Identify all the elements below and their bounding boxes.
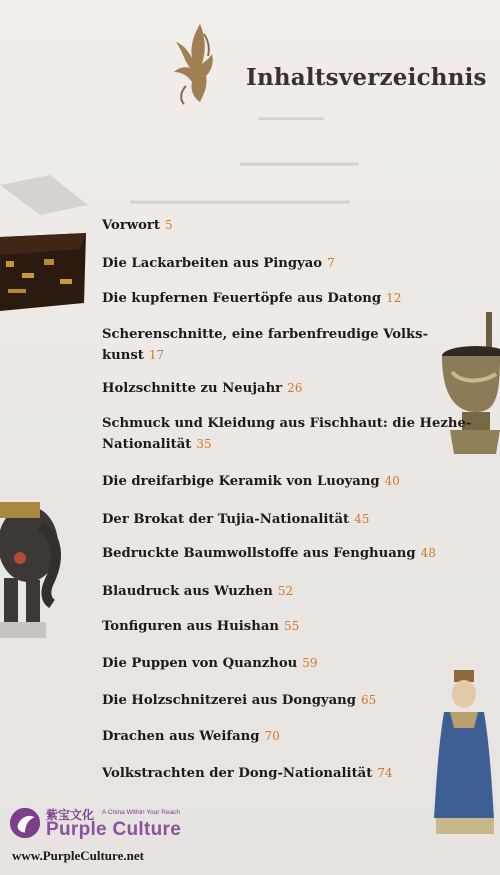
toc-entry-feuertoepfe[interactable] xyxy=(102,288,401,309)
toc-entry-lackarbeiten[interactable] xyxy=(102,253,335,274)
toc-entry-page: 17 xyxy=(148,348,165,362)
phoenix-crest-icon xyxy=(170,20,222,106)
toc-entry-title: Schmuck und Kleidung aus Fischhaut: die Hezhe- xyxy=(102,416,472,431)
toc-entry-page: 74 xyxy=(377,766,393,780)
toc-entry-page: 7 xyxy=(327,256,335,270)
toc-entry-scherenschnitte[interactable] xyxy=(102,325,428,366)
toc-entry-title: Volkstrachten der Dong-Nationalität xyxy=(102,766,373,781)
ghost-text: ▂▂▂▂▂▂▂▂▂▂▂▂▂▂ xyxy=(240,153,359,166)
toc-entry-title: Der Brokat der Tujia-Nationalität xyxy=(102,512,350,527)
toc-entry-title: Holzschnitte zu Neujahr xyxy=(102,381,283,396)
elephant-figurine-image xyxy=(0,496,70,646)
toc-entry-drachen[interactable] xyxy=(102,726,280,747)
lacquer-box-image xyxy=(0,175,88,335)
toc-entry-title-cont: Nationalität xyxy=(102,437,192,452)
watermark-url[interactable]: www.PurpleCulture.net xyxy=(12,848,144,863)
toc-entry-title: Drachen aus Weifang xyxy=(102,729,260,744)
page-title: Inhaltsverzeichnis xyxy=(246,64,487,91)
toc-entry-title: Die Holzschnitzerei aus Dongyang xyxy=(102,693,356,708)
toc-entry-title: Die Puppen von Quanzhou xyxy=(102,656,298,671)
ghost-text: ▁▁▁▁▁ xyxy=(258,101,324,121)
toc-entry-page: 59 xyxy=(302,656,318,670)
toc-entry-title: Bedruckte Baumwollstoffe aus Fenghuang xyxy=(102,546,416,561)
toc-entry-page: 40 xyxy=(384,474,400,488)
toc-entry-page: 26 xyxy=(287,381,303,395)
toc-entry-title: Tonfiguren aus Huishan xyxy=(102,619,279,634)
toc-entry-page: 12 xyxy=(386,291,402,305)
toc-entry-title: Die dreifarbige Keramik von Luoyang xyxy=(102,474,380,489)
toc-entry-page: 45 xyxy=(354,512,370,526)
toc-entry-puppen[interactable] xyxy=(102,653,318,674)
ghost-text: ▂▂▂▂▂▂▂▂▂▂▂▂▂▂▂▂▂▂▂▂▂▂▂▂▂▂ xyxy=(130,191,350,204)
toc-entry-baumwollstoffe[interactable] xyxy=(102,543,436,564)
toc-entry-title: Die Lackarbeiten aus Pingyao xyxy=(102,256,323,271)
toc-entry-holzschnitzerei[interactable] xyxy=(102,690,376,711)
toc-entry-page: 70 xyxy=(264,729,280,743)
toc-entry-holzschnitte[interactable] xyxy=(102,378,302,399)
toc-entry-keramik[interactable] xyxy=(102,471,400,492)
toc-entry-page: 35 xyxy=(196,437,212,451)
toc-entry-page: 52 xyxy=(277,584,294,598)
toc-entry-tonfiguren[interactable] xyxy=(102,616,299,637)
toc-entry-page: 65 xyxy=(360,693,377,707)
toc-entry-title-cont: kunst xyxy=(102,348,144,363)
watermark-brand: Purple Culture xyxy=(46,819,182,840)
toc-entry-vorwort[interactable] xyxy=(102,215,173,236)
toc-entry-page: 5 xyxy=(164,218,173,232)
toc-entry-title: Blaudruck aus Wuzhen xyxy=(102,584,273,599)
watermark-chinese: 紫宝文化 xyxy=(46,808,95,822)
puppet-figure-image xyxy=(428,668,500,838)
toc-entry-page: 55 xyxy=(283,619,300,633)
watermark-tagline: A China Within Your Reach xyxy=(102,809,181,816)
purple-culture-watermark xyxy=(6,806,206,870)
toc-entry-brokat[interactable] xyxy=(102,509,369,530)
toc-entry-fischhaut[interactable] xyxy=(102,414,471,455)
toc-entry-blaudruck[interactable] xyxy=(102,581,293,602)
toc-entry-page: 48 xyxy=(420,546,436,560)
toc-entry-title: Vorwort xyxy=(102,218,160,233)
toc-entry-title: Scherenschnitte, eine farbenfreudige Volks- xyxy=(102,327,429,342)
toc-entry-volkstrachten[interactable] xyxy=(102,763,393,784)
toc-entry-title: Die kupfernen Feuertöpfe aus Datong xyxy=(102,291,382,306)
purple-culture-mark-icon xyxy=(8,806,42,840)
